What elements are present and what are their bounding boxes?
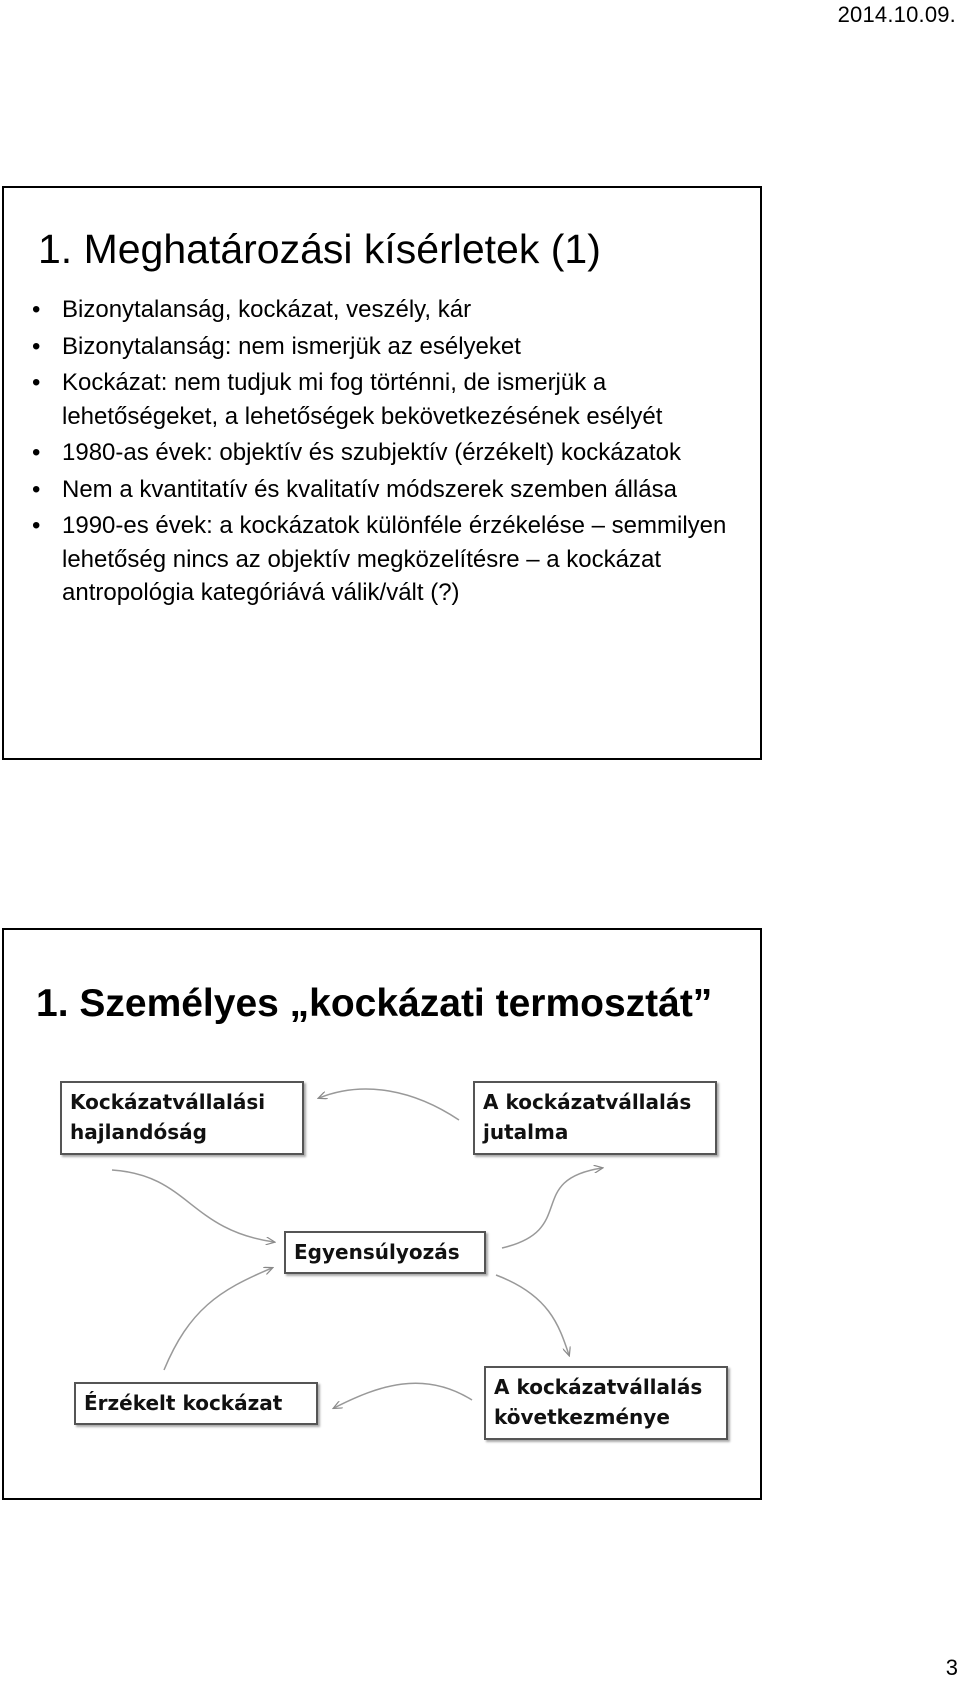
arrow-kovetkezmenye-to-erzekelt [334,1383,472,1408]
slide-2 [2,928,762,1500]
slide-1 [2,186,762,760]
bullet-text: Kockázat: nem tudjuk mi fog történni, de ismerjük a lehetőségeket, a lehetőségek bekövetkezésének esélyét [62,369,663,430]
bullet-text: Bizonytalanság, kockázat, veszély, kár [62,296,472,323]
bullet-dot-icon: • [32,512,41,539]
slide-1-bullet-list [26,293,746,613]
slide-1-title: 1. Meghatározási kísérletek (1) [38,226,601,272]
bullet-item [26,330,746,364]
arrow-egyensuly-to-jutalma [502,1168,602,1248]
bullet-text: Nem a kvantitatív és kvalitatív módszerek szemben állása [62,475,677,503]
box-erzekelt-kockazat: Érzékelt kockázat [74,1382,318,1425]
bullet-dot-icon: • [32,369,41,396]
arrow-jutalma-to-hajlandosag [319,1089,459,1120]
bullet-item [26,473,746,507]
header-date: 2014.10.09. [837,2,956,27]
bullet-item [26,436,746,470]
risk-thermostat-diagram [4,930,760,1498]
box-egyensulyozas: Egyensúlyozás [284,1231,486,1274]
box-kockazatvallalasi-hajlandosag: Kockázatvállalási hajlandóság [60,1081,304,1155]
bullet-text: 1980-as évek: objektív és szubjektív (érzékelt) kockázatok [62,439,681,466]
bullet-dot-icon: • [32,332,41,360]
box-kockazatvallalas-jutalma: A kockázatvállalás jutalma [473,1081,717,1155]
bullet-text: 1990-es évek: a kockázatok különféle érzékelése – semmilyen lehetőség nincs az objektív megközelítésre – a kockázat antropológia kategóriává válik/vált (?) [62,512,727,606]
bullet-dot-icon: • [32,475,41,503]
bullet-item [26,293,746,327]
box-kockazatvallalas-kovetkezmenye: A kockázatvállalás következménye [484,1366,728,1440]
slide-2-title: 1. Személyes „kockázati termosztát” [36,982,713,1025]
bullet-dot-icon: • [32,296,41,323]
arrow-hajlandosag-to-egyensuly [112,1170,274,1242]
arrow-egyensuly-to-kovetkezmenye [496,1275,569,1355]
page-number: 3 [945,1655,958,1680]
bullet-text: Bizonytalanság: nem ismerjük az esélyeket [62,332,521,360]
bullet-item [26,366,746,433]
bullet-item [26,509,746,610]
bullet-dot-icon: • [32,439,41,466]
arrow-erzekelt-to-egyensuly [164,1268,272,1370]
